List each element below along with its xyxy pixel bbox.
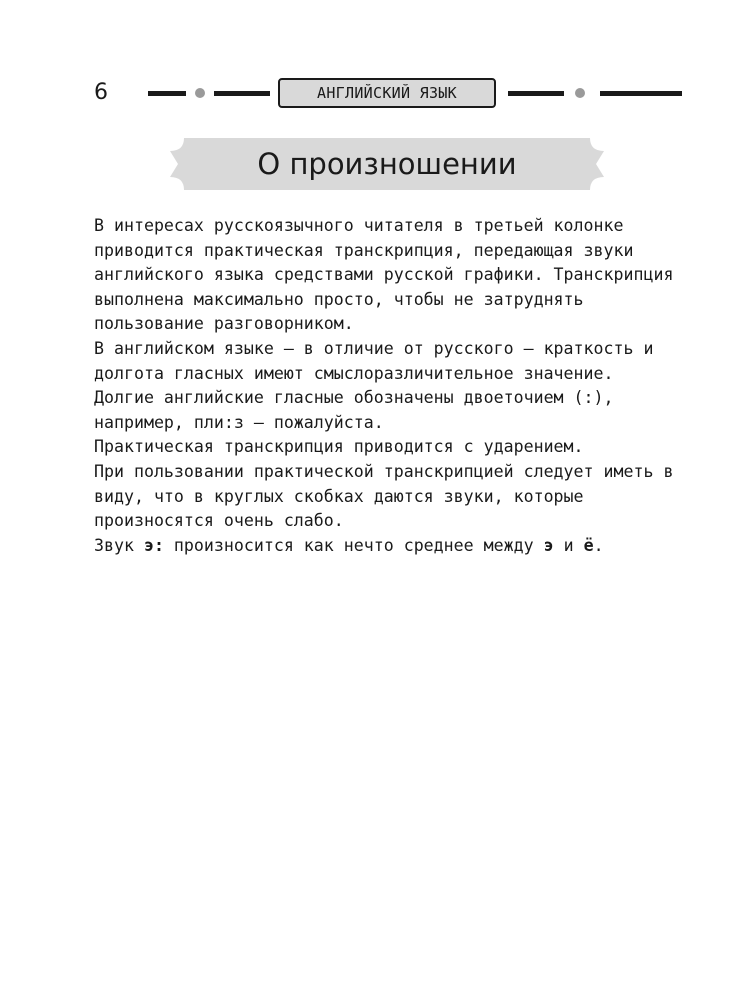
letter-yo: ё — [583, 535, 594, 555]
paragraph-4: При пользовании практической транскрипцией следует иметь в виду, что в круглых скобках даются звуки, которые произносятся очень слабо. — [94, 461, 674, 531]
paragraph-1: В интересах русскоязычного читателя в третьей колонке приводится практическая транскрипция, передающая звуки английского языка средствами русской графики. Транскрипция выполнена максимально просто, чтобы не затруднять пользование разговорником. — [94, 216, 674, 334]
paragraph-2: В английском языке — в отличие от русского — краткость и долгота гласных имеют смыслоразличительное значение. Долгие английские гласные обозначены двоеточием (:), например, пли:з — пожалуйста. — [94, 338, 654, 432]
section-title: О произношении — [257, 147, 517, 181]
paragraph-5 — [94, 534, 682, 559]
header-rule-left — [148, 78, 276, 108]
sound-symbol: э: — [143, 535, 164, 555]
running-head: АНГЛИЙСКИЙ ЯЗЫК — [278, 78, 496, 108]
paragraph-5-middle: произносится как нечто среднее между — [163, 535, 544, 555]
paragraph-5-prefix: Звук — [94, 535, 144, 555]
paragraph-5-conj: и — [553, 535, 584, 555]
paragraph-3: Практическая транскрипция приводится с ударением. — [94, 437, 584, 457]
page-number: 6 — [94, 80, 108, 105]
letter-e: э — [543, 535, 554, 555]
section-title-banner — [170, 138, 604, 190]
paragraph-5-end: . — [593, 535, 604, 555]
body-text — [94, 214, 682, 558]
header-rule-right — [508, 78, 682, 108]
